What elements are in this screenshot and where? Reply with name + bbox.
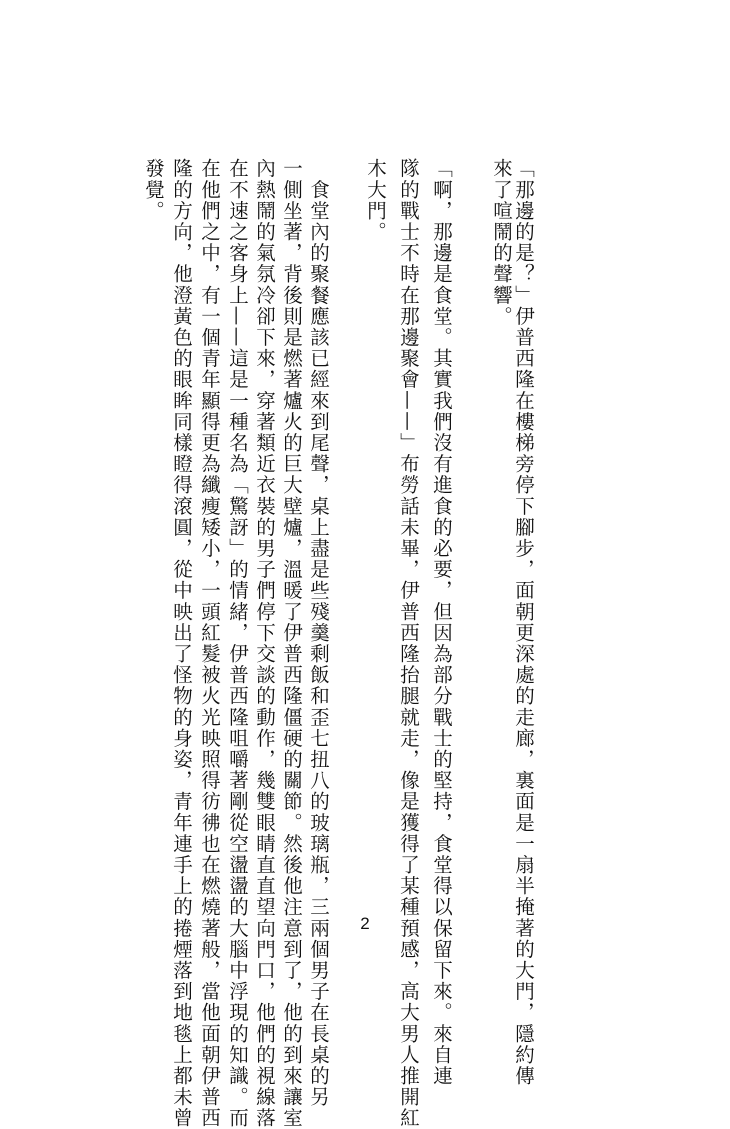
text-column: 隆的方向，他澄黃色的眼眸同樣瞪得滾圓，從中映出了怪物的身姿，青年連手上的捲煙落到地毯上都未曾 xyxy=(170,158,193,1129)
text-column: 發覺。 xyxy=(142,158,165,222)
text-column: 隊的戰士不時在那邊聚會——」布勞話未畢，伊普西隆抬腿就走，像是獲得了某種預感，高大男人推開紅 xyxy=(397,158,420,1129)
text-column: 「啊，那邊是食堂。其實我們沒有進食的必要，但因為部分戰士的堅持，食堂得以保留下來。來自連 xyxy=(430,158,453,1087)
text-column: 在不速之客身上——這是一種名為「驚訝」的情緒，伊普西隆咀嚼著剛從空盪盪的大腦中浮現的知識。而 xyxy=(226,158,249,1129)
text-column: 木大門。 xyxy=(364,158,387,243)
text-column: 來了喧鬧的聲響。 xyxy=(490,158,513,327)
text-column: 內熱鬧的氣氛冷卻下來，穿著類近衣裝的男子們停下交談的動作，幾雙眼睛直直望向門口，他們的視線落 xyxy=(253,158,276,1129)
text-column: 「那邊的是？」伊普西隆在樓梯旁停下腳步，面朝更深處的走廊，裏面是一扇半掩著的大門，隱約傳 xyxy=(512,158,535,1087)
page-number: 2 xyxy=(360,914,370,933)
text-column: 食堂內的聚餐應該已經來到尾聲，桌上盡是些殘羹剩飯和歪七扭八的玻璃瓶，三兩個男子在長桌的另 xyxy=(307,158,330,1108)
text-column: 在他們之中，有一個青年顯得更為纖瘦矮小，一頭紅髮被火光映照得彷彿也在燃燒著般，當他面朝伊普西 xyxy=(198,158,221,1129)
text-column: 一側坐著，背後則是燃著爐火的巨大壁爐，溫暖了伊普西隆僵硬的關節。然後他注意到了，他的到來讓室 xyxy=(280,158,303,1129)
